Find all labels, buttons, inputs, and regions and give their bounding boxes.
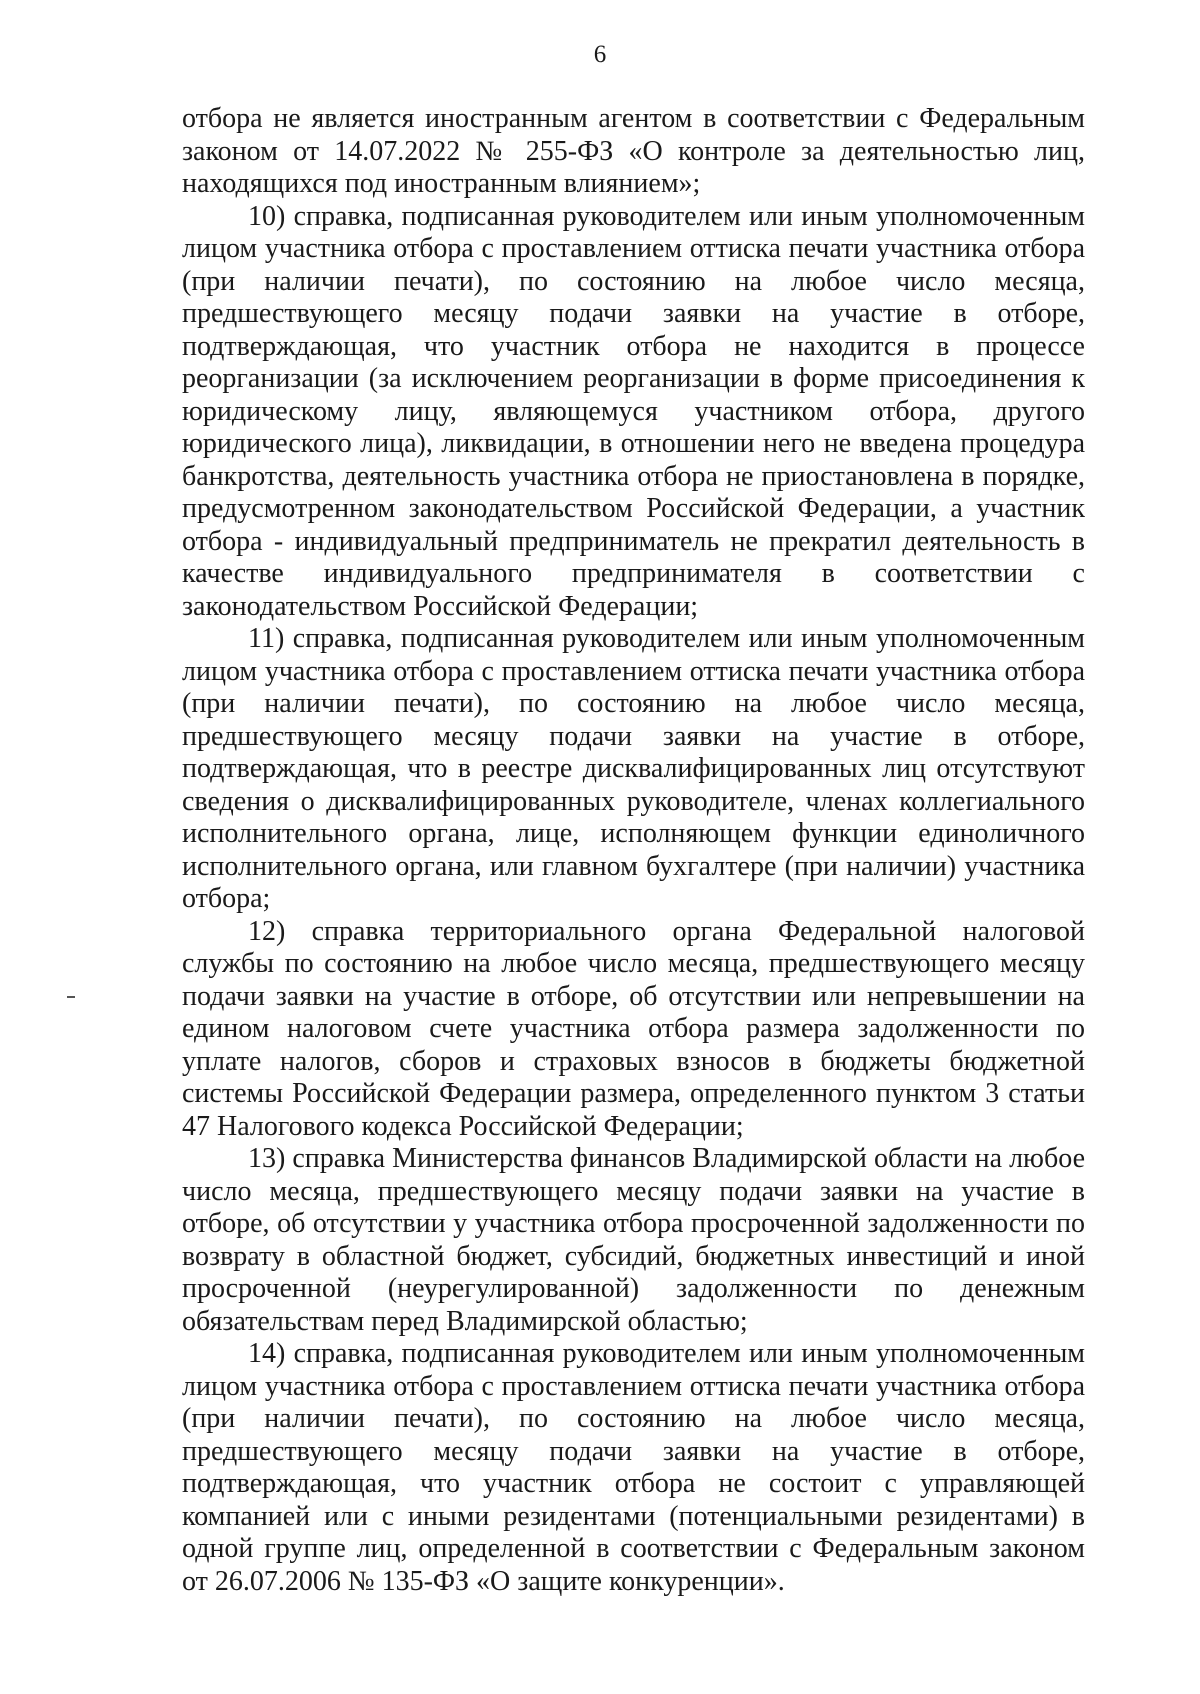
scan-mark xyxy=(67,996,75,998)
document-body xyxy=(182,103,1085,1598)
paragraph-item-13: 13) справка Министерства финансов Владимирской области на любое число месяца, предшествующего месяцу подачи заявки на участие в отборе, об отсутствии у участника отбора просроченной задолженности по возврату в областной бюджет, субсидий, бюджетных инвестиций и иной просроченной (неурегулированной) задолженности по денежным обязательствам перед Владимирской областью; xyxy=(182,1143,1085,1337)
paragraph-item-10: 10) справка, подписанная руководителем или иным уполномоченным лицом участника отбора с проставлением оттиска печати участника отбора (при наличии печати), по состоянию на любое число месяца, предшествующего месяцу подачи заявки на участие в отборе, подтверждающая, что участник отбора не находится в процессе реорганизации (за исключением реорганизации в форме присоединения к юридическому лицу, являющемуся участником отбора, другого юридического лица), ликвидации, в отношении него не введена процедура банкротства, деятельность участника отбора не приостановлена в порядке, предусмотренном законодательством Российской Федерации, а участник отбора - индивидуальный предприниматель не прекратил деятельность в качестве индивидуального предпринимателя в соответствии с законодательством Российской Федерации; xyxy=(182,200,1085,622)
paragraph-item-14: 14) справка, подписанная руководителем или иным уполномоченным лицом участника отбора с проставлением оттиска печати участника отбора (при наличии печати), по состоянию на любое число месяца, предшествующего месяцу подачи заявки на участие в отборе, подтверждающая, что участник отбора не состоит с управляющей компанией или с иными резидентами (потенциальными резидентами) в одной группе лиц, определенной в соответствии с Федеральным законом от 26.07.2006 № 135-ФЗ «О защите конкуренции». xyxy=(182,1338,1085,1597)
paragraph-item-11: 11) справка, подписанная руководителем или иным уполномоченным лицом участника отбора с проставлением оттиска печати участника отбора (при наличии печати), по состоянию на любое число месяца, предшествующего месяцу подачи заявки на участие в отборе, подтверждающая, что в реестре дисквалифицированных лиц отсутствуют сведения о дисквалифицированных руководителе, членах коллегиального исполнительного органа, лице, исполняющем функции единоличного исполнительного органа, или главном бухгалтере (при наличии) участника отбора; xyxy=(182,623,1085,914)
paragraph-continuation: отбора не является иностранным агентом в соответствии с Федеральным законом от 14.07.2022 № 255-ФЗ «О контроле за деятельностью лиц, находящихся под иностранным влиянием»; xyxy=(182,103,1085,199)
page-number: 6 xyxy=(593,41,607,68)
paragraph-item-12: 12) справка территориального органа Федеральной налоговой службы по состоянию на любое число месяца, предшествующего месяцу подачи заявки на участие в отборе, об отсутствии или непревышении на едином налоговом счете участника отбора размера задолженности по уплате налогов, сборов и страховых взносов в бюджеты бюджетной системы Российской Федерации размера, определенного пунктом 3 статьи 47 Налогового кодекса Российской Федерации; xyxy=(182,915,1085,1142)
